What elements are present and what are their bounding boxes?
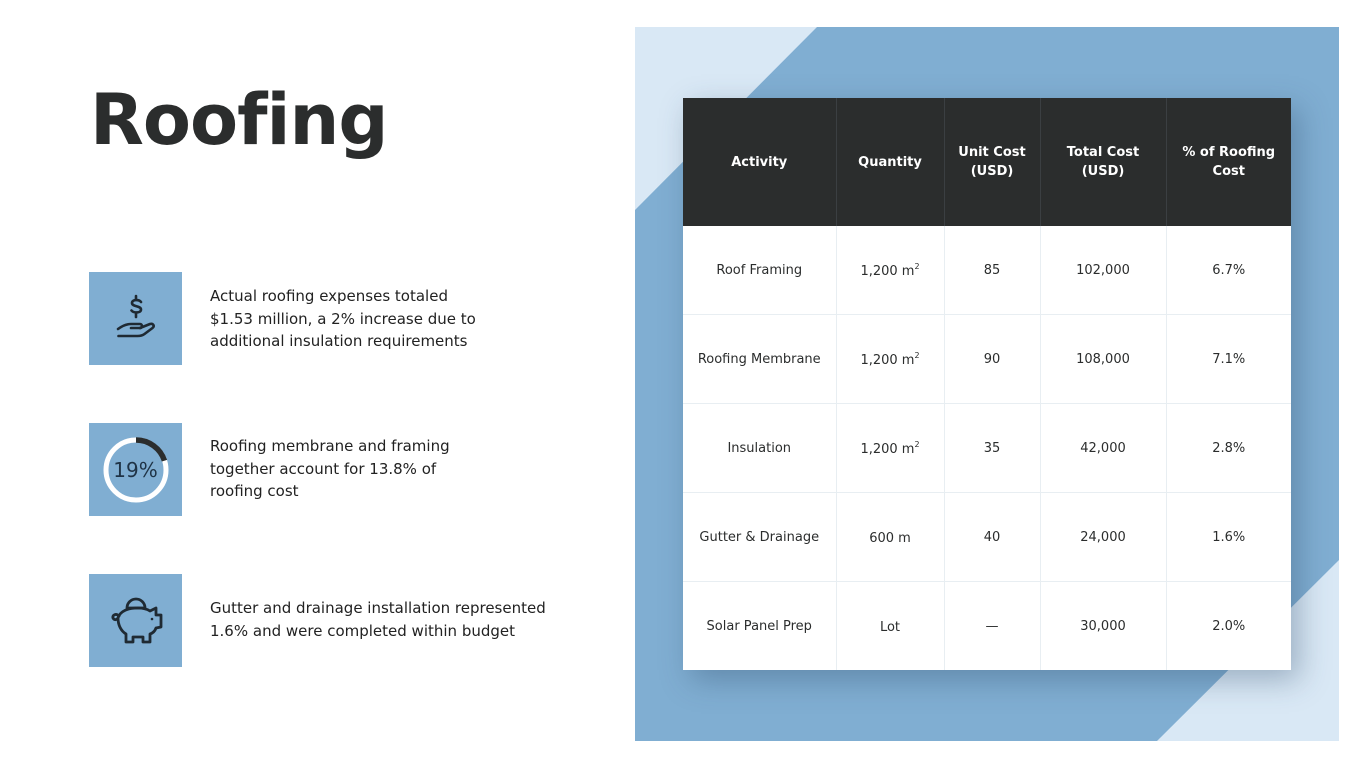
cell-total-cost: 42,000 <box>1040 404 1166 493</box>
cell-quantity: Lot <box>836 582 944 671</box>
cell-activity: Roof Framing <box>683 226 836 315</box>
table-row <box>683 404 1291 493</box>
cell-total-cost: 102,000 <box>1040 226 1166 315</box>
table-row <box>683 226 1291 315</box>
cell-total-cost: 30,000 <box>1040 582 1166 671</box>
column-header-quantity: Quantity <box>836 98 944 226</box>
key-point-text <box>210 435 450 503</box>
table-row <box>683 315 1291 404</box>
cell-unit-cost: 85 <box>944 226 1040 315</box>
key-point-expenses <box>89 272 609 366</box>
cell-activity: Gutter & Drainage <box>683 493 836 582</box>
text-line: Gutter and drainage installation represented <box>210 599 546 617</box>
icon-tile <box>89 423 182 516</box>
cell-unit-cost: 40 <box>944 493 1040 582</box>
text-line: $1.53 million, a 2% increase due to <box>210 309 476 328</box>
text-line: Actual roofing expenses totaled <box>210 287 448 305</box>
text-line: additional insulation requirements <box>210 332 468 350</box>
cell-percent: 6.7% <box>1166 226 1291 315</box>
cell-activity: Solar Panel Prep <box>683 582 836 671</box>
cell-quantity: 1,200 $m^2$ <box>836 315 944 404</box>
cell-unit-cost: — <box>944 582 1040 671</box>
column-header-activity: Activity <box>683 98 836 226</box>
cell-activity: Insulation <box>683 404 836 493</box>
icon-tile <box>89 272 182 365</box>
column-header-percent: % of Roofing Cost <box>1166 98 1291 226</box>
slide-title: Roofing <box>90 79 388 161</box>
hand-dollar-icon <box>106 289 166 349</box>
text-line: roofing cost <box>210 482 299 500</box>
key-point-share <box>89 423 609 517</box>
ring-percent-label: 19% <box>113 457 158 482</box>
cell-quantity: 1,200 $m^2$ <box>836 404 944 493</box>
table-header-row <box>683 98 1291 226</box>
cell-total-cost: 24,000 <box>1040 493 1166 582</box>
cell-activity: Roofing Membrane <box>683 315 836 404</box>
cell-percent: 2.0% <box>1212 618 1246 634</box>
column-header-total-cost: Total Cost (USD) <box>1040 98 1166 226</box>
cell-quantity: 600 m <box>836 493 944 582</box>
table-row <box>683 582 1291 671</box>
cell-percent: 2.8% <box>1166 404 1291 493</box>
roofing-cost-table <box>683 98 1291 670</box>
text-line: Roofing membrane and framing <box>210 437 450 455</box>
cell-quantity: 1,200 $m^2$ <box>836 226 944 315</box>
key-point-gutter <box>89 574 609 668</box>
cell-total-cost: 108,000 <box>1040 315 1166 404</box>
cell-unit-cost: 35 <box>944 404 1040 493</box>
column-header-unit-cost: Unit Cost (USD) <box>944 98 1040 226</box>
cell-percent: 1.6% <box>1166 493 1291 582</box>
piggy-bank-icon <box>101 586 171 656</box>
text-line: together account for 13.8% of <box>210 459 437 478</box>
table-row <box>683 493 1291 582</box>
cell-percent: 7.1% <box>1166 315 1291 404</box>
key-point-text <box>210 597 546 642</box>
text-line: 1.6% and were completed within budget <box>210 621 515 640</box>
key-point-text <box>210 285 476 353</box>
icon-tile <box>89 574 182 667</box>
cell-unit-cost: 90 <box>944 315 1040 404</box>
